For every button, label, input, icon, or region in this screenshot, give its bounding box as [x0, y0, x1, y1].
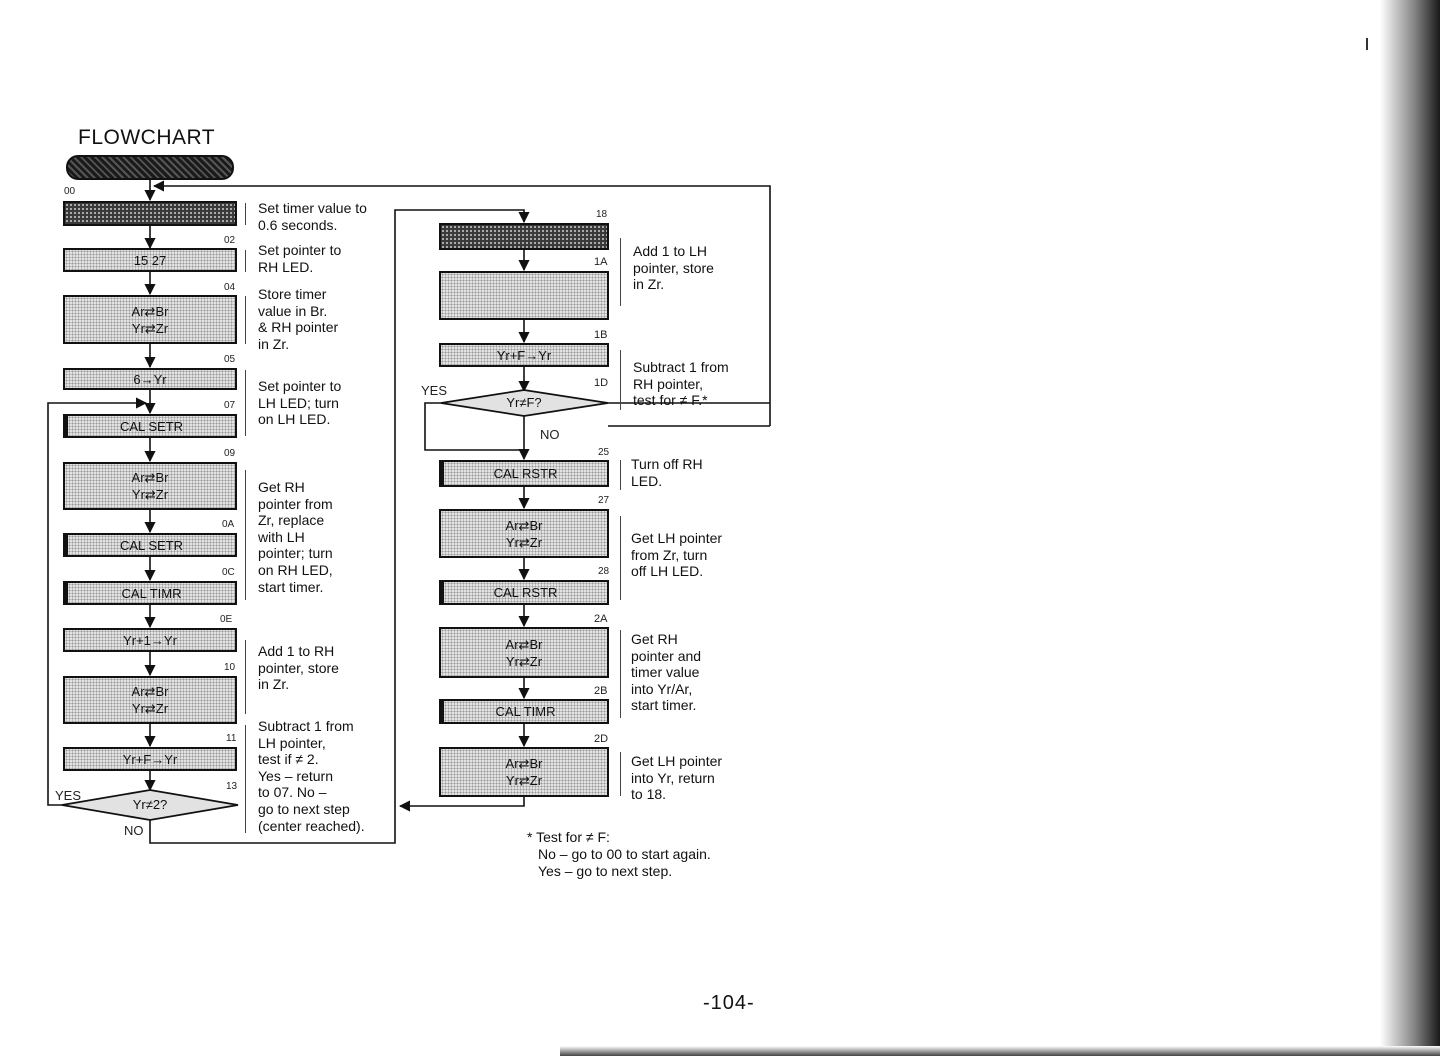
step-number: 28 — [598, 566, 610, 577]
step-0E-box: Yr+1→Yr — [63, 628, 237, 652]
note-divider — [245, 250, 246, 272]
page-title: FLOWCHART — [78, 126, 216, 149]
note-step-09: Get RH pointer from Zr, replace with LH pointer; turn on RH LED, start timer. — [258, 479, 333, 595]
step-number: 1A — [594, 256, 608, 268]
note-step-25: Turn off RH LED. — [631, 456, 703, 489]
note-divider — [245, 203, 246, 225]
decision-diamond-1D — [441, 390, 608, 416]
step-number: 0C — [222, 567, 235, 578]
note-divider — [620, 516, 621, 600]
step-0C-box: CAL TIMR — [63, 581, 237, 605]
step-number: 07 — [224, 400, 236, 411]
step-07-box: CAL SETR — [63, 414, 237, 438]
step-number: 02 — [224, 235, 236, 246]
step-number: 00 — [64, 186, 76, 197]
step-28-box: CAL RSTR — [439, 580, 609, 605]
note-divider — [245, 296, 246, 344]
branch-no-left: NO — [124, 823, 144, 838]
note-step-2A: Get RH pointer and timer value into Yr/Ar, start timer. — [631, 631, 702, 714]
step-number: 2B — [594, 685, 608, 697]
step-number: 10 — [224, 662, 236, 673]
note-step-04: Store timer value in Br. & RH pointer in Zr. — [258, 286, 339, 352]
step-10-box: Ar⇄Br Yr⇄Zr — [63, 676, 237, 724]
note-divider — [245, 470, 246, 600]
start-terminal — [66, 155, 234, 180]
step-number: 25 — [598, 447, 610, 458]
step-02-box: 15 27 — [63, 248, 237, 272]
step-2B-box: CAL TIMR — [439, 699, 609, 724]
note-step-27: Get LH pointer from Zr, turn off LH LED. — [631, 530, 723, 580]
step-25-box: CAL RSTR — [439, 460, 609, 487]
note-divider — [620, 752, 621, 796]
step-number: 11 — [226, 733, 237, 744]
branch-yes-left: YES — [55, 788, 82, 803]
step-0A-box: CAL SETR — [63, 533, 237, 557]
step-number: 2A — [594, 613, 608, 625]
scan-bottom-shadow — [560, 1046, 1440, 1056]
step-11-box: Yr+F→Yr — [63, 747, 237, 771]
step-2D-box: Ar⇄Br Yr⇄Zr — [439, 747, 609, 797]
step-number: 05 — [224, 354, 236, 365]
step-1B-box: Yr+F→Yr — [439, 343, 609, 367]
note-step-00: Set timer value to 0.6 seconds. — [258, 200, 367, 233]
decision-1D-text: Yr≠F? — [506, 395, 542, 410]
branch-no-right: NO — [540, 427, 560, 442]
footnote: * Test for ≠ F: No – go to 00 to start again. Yes – go to next step. — [527, 829, 711, 879]
note-divider — [620, 238, 621, 306]
note-divider — [620, 350, 621, 410]
step-number: 09 — [224, 448, 236, 459]
note-divider — [620, 460, 621, 490]
note-divider — [245, 370, 246, 436]
page-number: -104- — [703, 992, 755, 1014]
step-18-box — [439, 223, 609, 250]
scan-mark — [1366, 38, 1368, 50]
step-number: 0A — [222, 519, 235, 530]
decision-13-text: Yr≠2? — [132, 797, 168, 812]
step-04-box: Ar⇄Br Yr⇄Zr — [63, 295, 237, 344]
step-number: 13 — [226, 781, 238, 792]
step-number: 2D — [594, 733, 609, 745]
step-09-box: Ar⇄Br Yr⇄Zr — [63, 462, 237, 510]
note-step-1B: Subtract 1 from RH pointer, test for ≠ F.* — [633, 359, 729, 409]
note-step-18: Add 1 to LH pointer, store in Zr. — [633, 243, 714, 293]
step-number: 18 — [596, 209, 608, 220]
step-2A-box: Ar⇄Br Yr⇄Zr — [439, 627, 609, 678]
note-step-0E: Add 1 to RH pointer, store in Zr. — [258, 643, 339, 693]
step-00-box — [63, 201, 237, 226]
decision-diamond-13 — [62, 790, 238, 820]
note-step-05: Set pointer to LH LED; turn on LH LED. — [258, 378, 342, 428]
step-1A-box — [439, 271, 609, 320]
step-number: 0E — [220, 614, 233, 625]
branch-yes-right: YES — [421, 383, 448, 398]
note-divider — [245, 640, 246, 714]
step-number: 04 — [224, 282, 236, 293]
note-step-2D: Get LH pointer into Yr, return to 18. — [631, 753, 723, 803]
step-number: 1D — [594, 377, 609, 389]
step-27-box: Ar⇄Br Yr⇄Zr — [439, 509, 609, 558]
note-divider — [245, 725, 246, 833]
step-05-box: 6→Yr — [63, 368, 237, 390]
note-step-02: Set pointer to RH LED. — [258, 242, 342, 275]
note-divider — [620, 630, 621, 718]
step-number: 27 — [598, 495, 610, 506]
step-number: 1B — [594, 329, 608, 341]
scan-edge-shadow — [1380, 0, 1440, 1056]
note-step-11: Subtract 1 from LH pointer, test if ≠ 2. Yes – return to 07. No – go to next step (center reached). — [258, 718, 365, 834]
